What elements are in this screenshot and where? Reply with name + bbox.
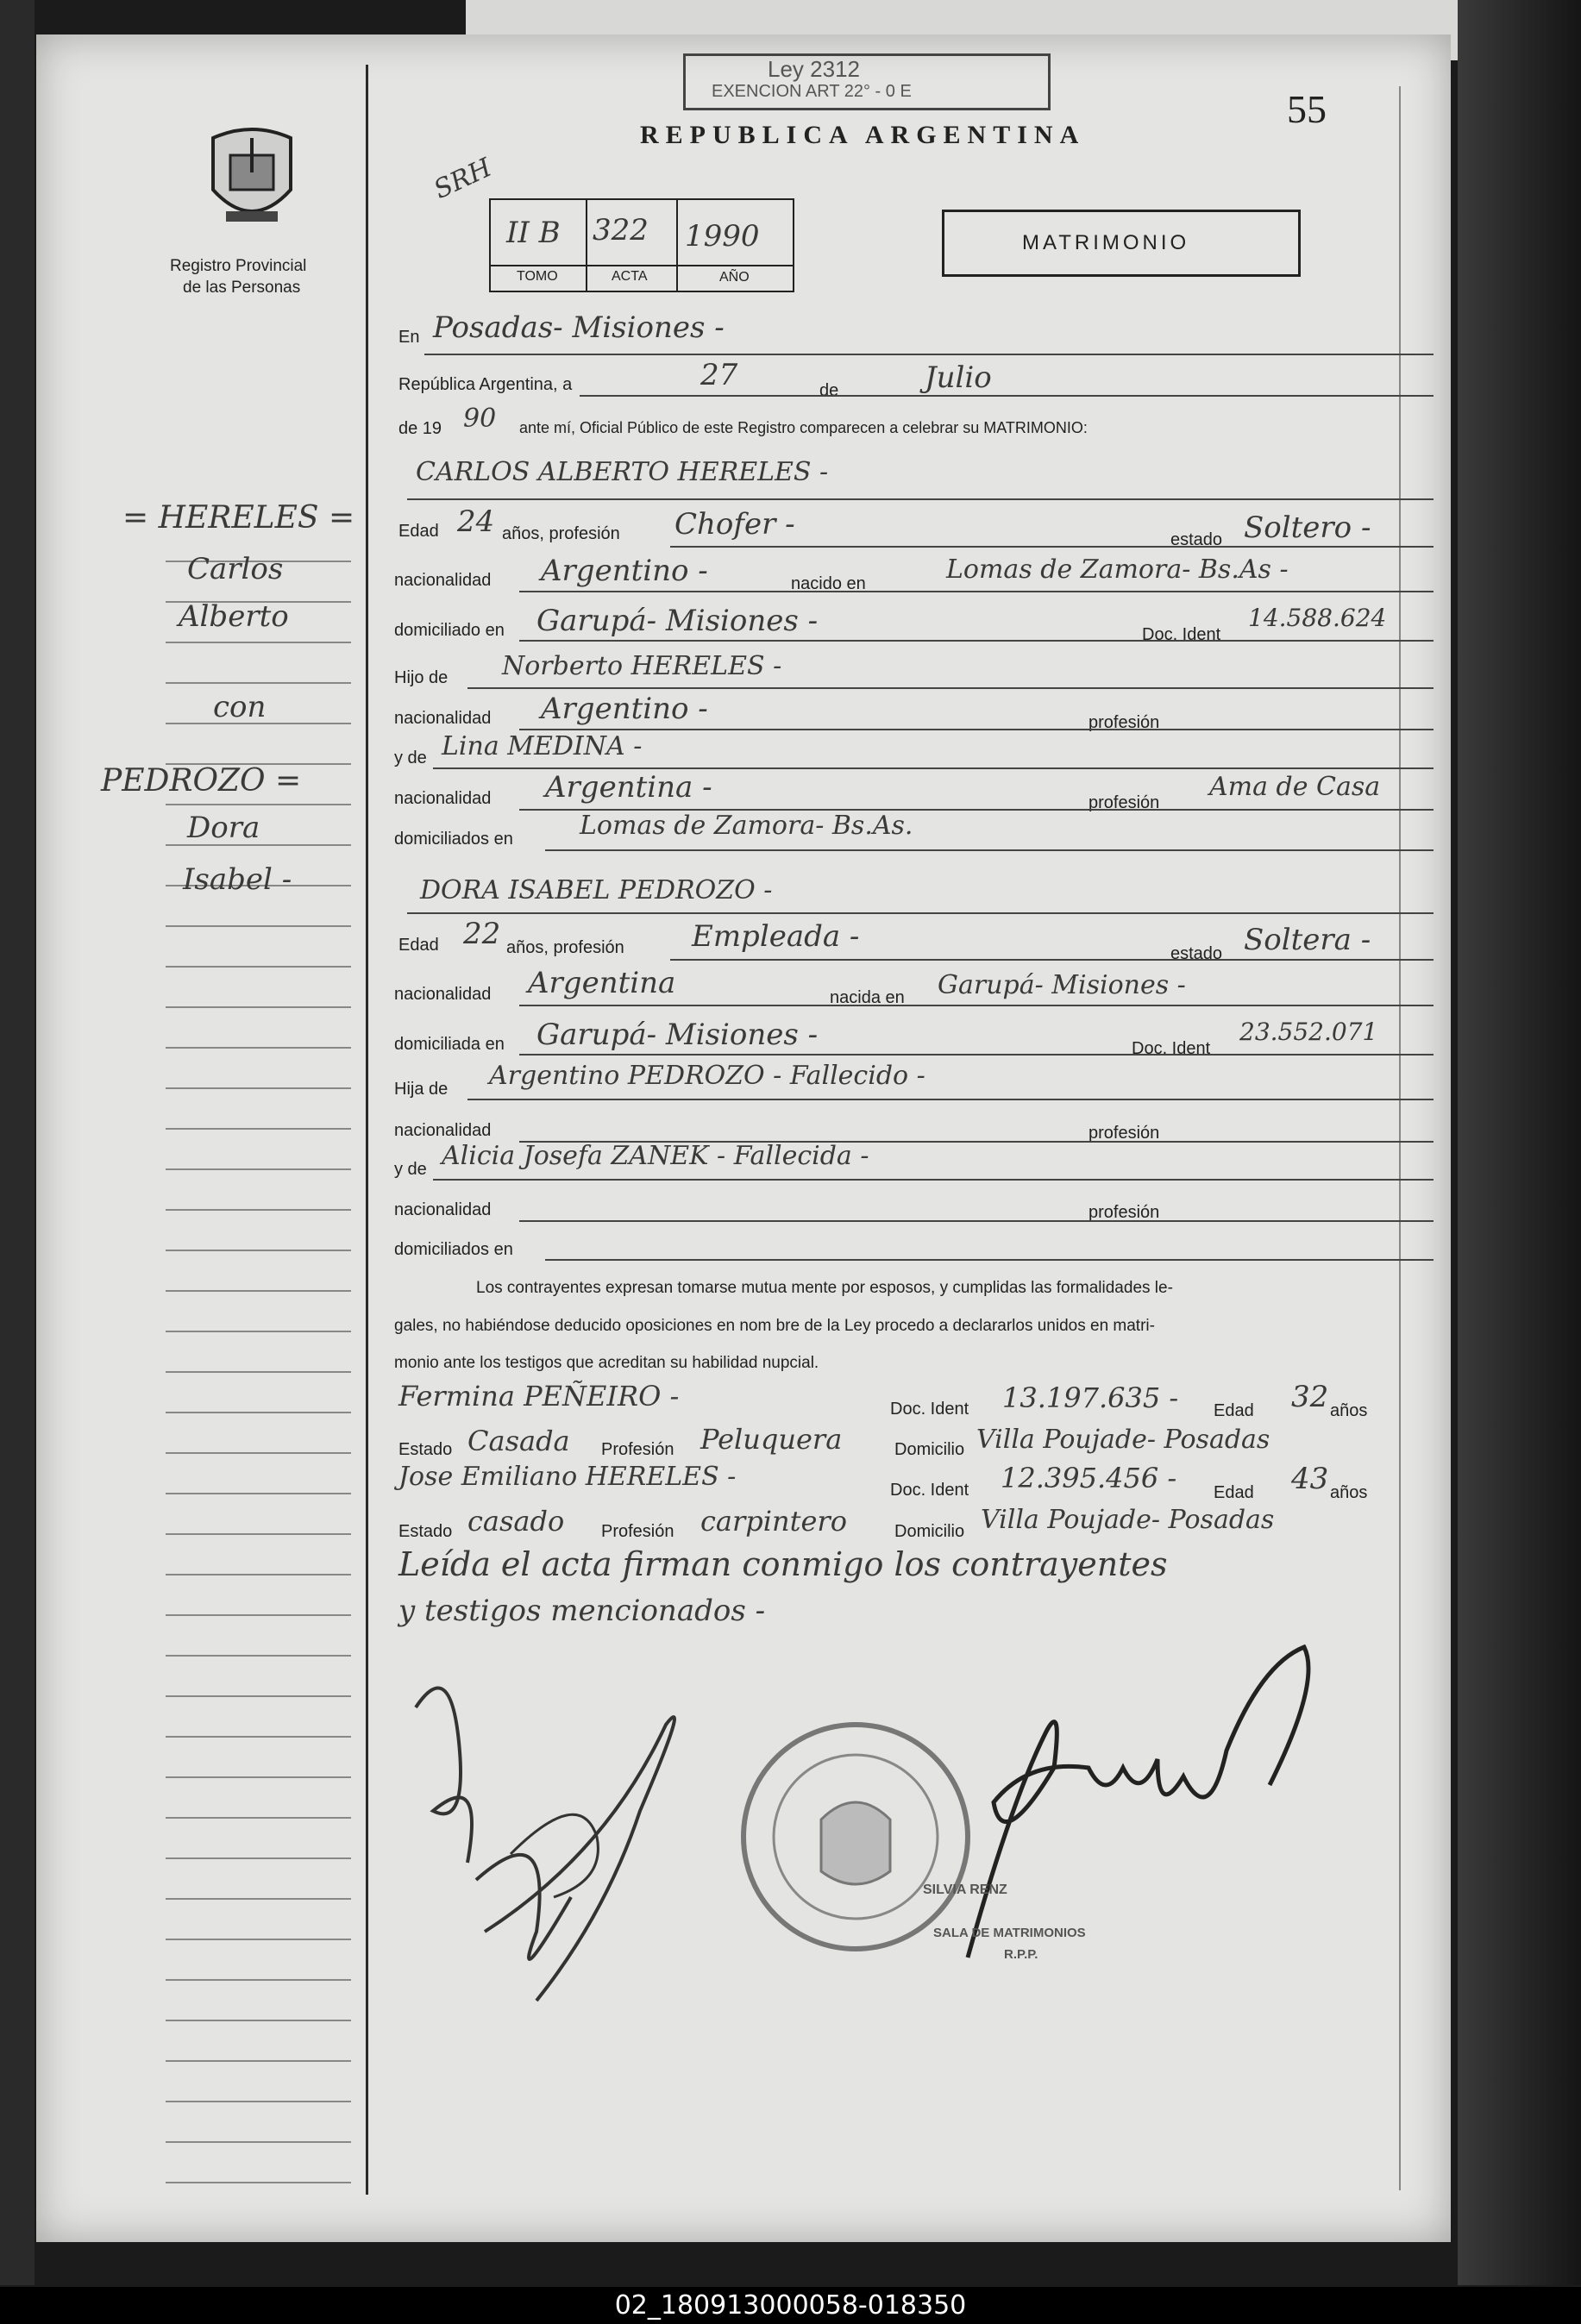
groom-hijo-label: Hijo de: [394, 668, 449, 687]
bride-nationality: Argentina: [528, 966, 676, 1000]
margin-rule-line: [166, 2060, 351, 2062]
margin-rule-line: [166, 1250, 351, 1251]
groom-edad-label: Edad: [398, 522, 439, 541]
margin-rule-line: [166, 1695, 351, 1697]
margin-rule-line: [166, 1979, 351, 1981]
margin-rule-line: [166, 966, 351, 968]
registry-name-line1: Registro Provincial: [170, 257, 307, 275]
groom-nationality: Argentino -: [541, 554, 708, 588]
groom-estado-label: estado: [1170, 530, 1223, 549]
witness1-anos-label: años: [1330, 1401, 1368, 1420]
witness2-status: casado: [467, 1505, 565, 1538]
witness1-edad-label: Edad: [1214, 1401, 1254, 1420]
witness2-edad-label: Edad: [1214, 1483, 1254, 1502]
bride-father: Argentino PEDROZO - Fallecido -: [489, 1061, 925, 1091]
groom-born: Lomas de Zamora- Bs.As -: [946, 554, 1289, 585]
footer-id: 02_180913000058-018350: [614, 2290, 967, 2321]
groom-father-nat: Argentino -: [541, 692, 708, 726]
margin-rule-line: [166, 1533, 351, 1535]
witness1-name: Fermina PEÑEIRO -: [398, 1380, 680, 1413]
witness2-age: 43: [1291, 1462, 1329, 1496]
margin-rule-line: [166, 1006, 351, 1008]
groom-profession-label: años, profesión: [502, 524, 620, 543]
bride-father-nat-label: nacionalidad: [394, 1121, 492, 1140]
bride-dom-label: domiciliada en: [394, 1035, 505, 1054]
witness2-prof-label: Profesión: [601, 1522, 674, 1541]
witness1-dom-label: Domicilio: [894, 1440, 965, 1459]
margin-rule-line: [166, 2020, 351, 2021]
margin-note-con: con: [213, 690, 267, 724]
bride-edad-label: Edad: [398, 936, 439, 955]
witness1-estado-label: Estado: [398, 1440, 453, 1459]
margin-rule-line: [166, 1290, 351, 1292]
margin-rule-line: [166, 1412, 351, 1413]
intro-text: ante mí, Oficial Público de este Registro comparecen a celebrar su MATRIMONIO:: [519, 419, 1088, 436]
groom-father-prof-label: profesión: [1089, 713, 1160, 732]
officer-stamp-line1: SILVIA RENZ: [923, 1882, 1007, 1897]
ano-value: 1990: [685, 219, 760, 254]
margin-rule-line: [166, 1614, 351, 1616]
groom-nat-label: nacionalidad: [394, 571, 492, 590]
margin-note-first: Carlos: [187, 552, 284, 586]
groom-father-nat-label: nacionalidad: [394, 709, 492, 728]
bride-name: DORA ISABEL PEDROZO -: [420, 875, 773, 905]
margin-rule-line: [166, 682, 351, 684]
city-value: Posadas- Misiones -: [433, 310, 725, 345]
groom-profession: Chofer -: [674, 507, 795, 542]
witness2-doc: 12.395.456 -: [1001, 1462, 1177, 1494]
statement-line3: monio ante los testigos que acreditan su habilidad nupcial.: [394, 1354, 819, 1372]
margin-rule-line: [166, 1817, 351, 1819]
groom-mother: Lina MEDINA -: [442, 731, 643, 761]
page-number: 55: [1287, 87, 1327, 131]
bride-profession: Empleada -: [692, 919, 860, 954]
groom-address: Garupá- Misiones -: [536, 604, 819, 638]
margin-note-bride-first: Dora: [187, 811, 260, 845]
groom-doc-label: Doc. Ident: [1142, 625, 1221, 644]
groom-father: Norberto HERELES -: [502, 651, 782, 681]
record-type: MATRIMONIO: [1022, 231, 1190, 254]
witness1-status: Casada: [467, 1425, 570, 1457]
document-page: [36, 34, 1451, 2242]
stamp-line2: EXENCION ART 22° - 0 E: [712, 82, 912, 101]
margin-rule-line: [166, 1087, 351, 1089]
day-value: 27: [700, 358, 738, 392]
tomo-label: TOMO: [517, 269, 558, 284]
witness2-profession: carpintero: [700, 1505, 847, 1538]
bride-mother-nat-label: nacionalidad: [394, 1200, 492, 1219]
margin-rule-line: [166, 1736, 351, 1738]
stamp-line1: Ley 2312: [768, 56, 860, 82]
margin-note-second: Alberto: [179, 599, 289, 634]
margin-note-surname: = HERELES =: [122, 500, 355, 536]
bride-address: Garupá- Misiones -: [536, 1018, 819, 1052]
groom-parents-address: Lomas de Zamora- Bs.As.: [580, 811, 913, 841]
margin-rule-line: [166, 1128, 351, 1130]
officer-stamp-line3: R.P.P.: [1004, 1947, 1038, 1962]
margin-rule-line: [166, 1371, 351, 1373]
bride-father-prof-label: profesión: [1089, 1124, 1160, 1143]
statement-line2: gales, no habiéndose deducido oposiciones en nom bre de la Ley procedo a declararlos unidos en matri-: [394, 1317, 1155, 1335]
witness1-profession: Peluquera: [700, 1423, 843, 1456]
coat-of-arms-icon: [204, 121, 299, 233]
groom-age: 24: [457, 504, 495, 539]
bride-nat-label: nacionalidad: [394, 985, 492, 1004]
margin-rule-line: [166, 1047, 351, 1049]
witness1-doc-label: Doc. Ident: [890, 1400, 969, 1419]
groom-yde-label: y de: [394, 749, 427, 767]
margin-rule-line: [166, 1331, 351, 1332]
bride-born-label: nacida en: [830, 988, 905, 1007]
margin-rule-line: [166, 642, 351, 643]
exemption-stamp: [683, 53, 1051, 110]
margin-note-bride-surname: PEDROZO =: [101, 763, 302, 799]
bride-profession-label: años, profesión: [506, 938, 624, 957]
republica-label: República Argentina, a: [398, 375, 573, 394]
margin-rule-line: [166, 1493, 351, 1494]
acta-value: 322: [593, 213, 649, 247]
bride-mother: Alicia Josefa ZANEK - Fallecida -: [442, 1141, 869, 1171]
de-label: de: [819, 381, 839, 400]
groom-mother-prof: Ama de Casa: [1209, 772, 1381, 802]
page-title: REPUBLICA ARGENTINA: [640, 121, 1086, 149]
groom-mother-nat-label: nacionalidad: [394, 789, 492, 808]
margin-rule-line: [166, 925, 351, 927]
witness1-age: 32: [1291, 1380, 1329, 1414]
groom-dom-label: domiciliado en: [394, 621, 505, 640]
en-label: En: [398, 328, 420, 347]
margin-rule-line: [166, 2141, 351, 2143]
witness2-address: Villa Poujade- Posadas: [981, 1505, 1275, 1535]
bride-doc: 23.552.071: [1239, 1018, 1378, 1046]
ano-label: AÑO: [719, 270, 750, 285]
closing-line1: Leída el acta firman conmigo los contrayentes: [398, 1545, 1168, 1583]
record-type-box: [942, 210, 1301, 277]
officer-stamp-line2: SALA DE MATRIMONIOS: [933, 1926, 1086, 1940]
officer-signature-icon: [899, 1630, 1365, 2009]
witness1-address: Villa Poujade- Posadas: [976, 1425, 1270, 1455]
year-suffix: 90: [463, 404, 497, 434]
bride-age: 22: [463, 917, 501, 951]
margin-rule-line: [166, 2182, 351, 2183]
acta-label: ACTA: [612, 269, 648, 284]
annotation-srh: SRH: [429, 152, 497, 206]
margin-rule-line: [166, 1857, 351, 1859]
margin-rule-line: [166, 1898, 351, 1900]
margin-rule-line: [166, 1209, 351, 1211]
witness2-dom-label: Domicilio: [894, 1522, 965, 1541]
bride-status: Soltera -: [1244, 923, 1371, 957]
groom-born-label: nacido en: [791, 574, 866, 593]
margin-rule-line: [166, 1939, 351, 1940]
margin-rule-line: [166, 1168, 351, 1170]
witness-signatures-icon: [381, 1638, 769, 2035]
right-margin-line: [1399, 86, 1401, 2190]
registry-name-line2: de las Personas: [183, 279, 301, 297]
background-left: [0, 0, 35, 2285]
groom-doc: 14.588.624: [1248, 604, 1387, 632]
bride-estado-label: estado: [1170, 944, 1223, 963]
margin-rule-line: [166, 1452, 351, 1454]
margin-rule-line: [166, 1655, 351, 1657]
statement-line1: Los contrayentes expresan tomarse mutua mente por esposos, y cumplidas las formalidades le-: [476, 1279, 1173, 1297]
witness2-doc-label: Doc. Ident: [890, 1481, 969, 1500]
witness2-name: Jose Emiliano HERELES -: [398, 1462, 737, 1492]
groom-mother-prof-label: profesión: [1089, 793, 1160, 812]
groom-status: Soltero -: [1244, 511, 1371, 545]
groom-name: CARLOS ALBERTO HERELES -: [416, 457, 829, 487]
tomo-value: II B: [506, 216, 561, 250]
bride-hija-label: Hija de: [394, 1080, 449, 1099]
background-right: [1458, 0, 1581, 2285]
year-prefix: de 19: [398, 419, 442, 438]
witness1-prof-label: Profesión: [601, 1440, 674, 1459]
margin-line: [366, 65, 368, 2195]
witness1-doc: 13.197.635 -: [1002, 1381, 1179, 1414]
bride-parents-dom-label: domiciliados en: [394, 1240, 513, 1259]
record-box: [489, 198, 794, 292]
groom-mother-nat: Argentina -: [545, 770, 712, 805]
margin-rule-line: [166, 1776, 351, 1778]
bride-born: Garupá- Misiones -: [938, 970, 1186, 1000]
margin-note-bride-second: Isabel -: [183, 862, 292, 897]
month-value: Julio: [925, 360, 992, 395]
groom-parents-dom-label: domiciliados en: [394, 830, 513, 849]
closing-line2: y testigos mencionados -: [398, 1594, 766, 1628]
margin-rule-line: [166, 1574, 351, 1575]
margin-rule-line: [166, 804, 351, 805]
bride-yde-label: y de: [394, 1160, 427, 1179]
bride-doc-label: Doc. Ident: [1132, 1039, 1211, 1058]
bride-mother-prof-label: profesión: [1089, 1203, 1160, 1222]
margin-rule-line: [166, 2101, 351, 2102]
witness2-anos-label: años: [1330, 1483, 1368, 1502]
witness2-estado-label: Estado: [398, 1522, 453, 1541]
